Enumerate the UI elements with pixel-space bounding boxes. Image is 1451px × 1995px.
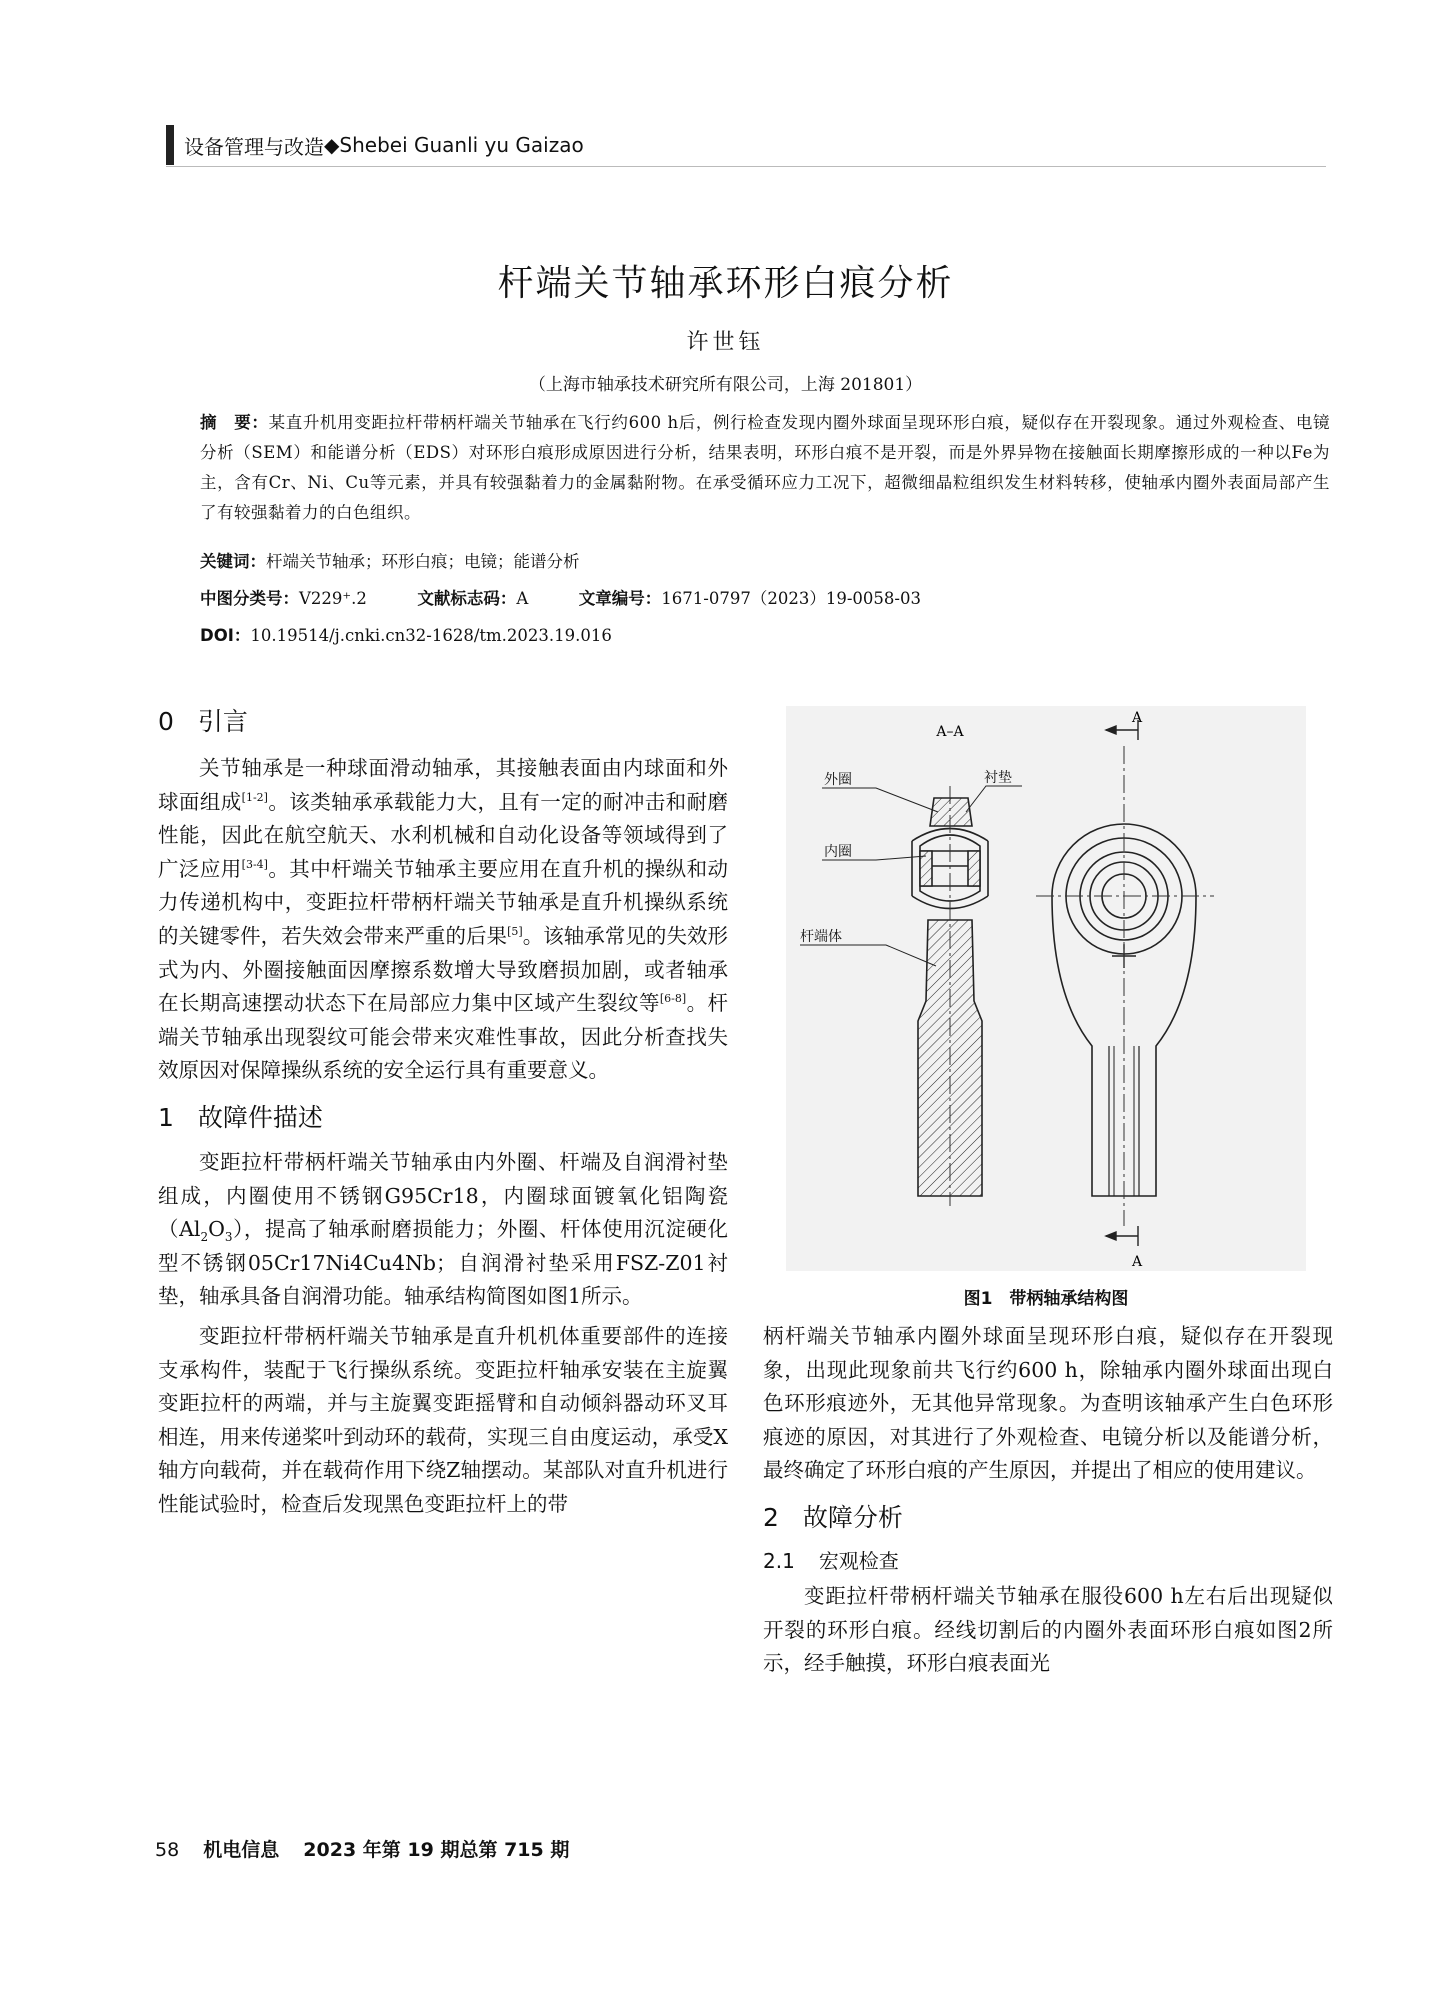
header-bar bbox=[166, 125, 174, 165]
s1-text-b: O bbox=[208, 1217, 225, 1242]
cut-label-top: A bbox=[1132, 710, 1143, 726]
section-1-paragraph-2-continued: 柄杆端关节轴承内圈外球面呈现环形白痕，疑似存在开裂现象，出现此现象前共飞行约600 h，除轴承内圈外球面出现白色环形痕迹外，无其他异常现象。为查明该轴承产生白色环形痕迹的原因，对其进行了外观检查、电镜分析以及能谱分析，最终确定了环形白痕的产生原因，并提出了相应的使用建议。 bbox=[763, 1324, 1333, 1483]
affiliation: （上海市轴承技术研究所有限公司，上海 201801） bbox=[528, 375, 923, 395]
section-1-paragraph-1 bbox=[158, 1146, 728, 1314]
intro-text-a: 关节轴承是一种球面滑动轴承，其接触表面由内球面和外球面组成 bbox=[158, 756, 728, 814]
journal-name-pinyin: Shebei Guanli yu Gaizao bbox=[339, 133, 584, 157]
section-label-aa: A–A bbox=[936, 724, 964, 740]
article-number-label: 文章编号： bbox=[578, 589, 662, 608]
abstract bbox=[200, 408, 1330, 528]
doc-code-value: A bbox=[516, 589, 529, 608]
section-2-1-paragraph: 变距拉杆带柄杆端关节轴承在服役600 h左右后出现疑似开裂的环形白痕。经线切割后的内圈外表面环形白痕如图2所示，经手触摸，环形白痕表面光 bbox=[763, 1583, 1333, 1676]
label-outer-ring: 外圈 bbox=[824, 772, 852, 788]
section-2-title: 故障分析 bbox=[802, 1502, 903, 1532]
section-1-number: 1 bbox=[158, 1102, 174, 1132]
keywords bbox=[200, 548, 580, 572]
cut-label-bottom: A bbox=[1132, 1254, 1143, 1270]
section-0-heading bbox=[158, 698, 728, 746]
section-2-number: 2 bbox=[763, 1502, 779, 1532]
doi-value: 10.19514/j.cnki.cn32-1628/tm.2023.19.016 bbox=[250, 626, 612, 645]
abstract-label: 摘 要： bbox=[200, 413, 269, 432]
section-1-paragraph-2: 变距拉杆带柄杆端关节轴承是直升机机体重要部件的连接支承构件，装配于飞行操纵系统。变距拉杆轴承安装在主旋翼变距拉杆的两端，并与主旋翼变距摇臂和自动倾斜器动环叉耳相连，用来传递桨叶到动环的载荷，实现三自由度运动，承受X轴方向载荷，并在载荷作用下绕Z轴摆动。某部队对直升机进行性能试验时，检查后发现黑色变距拉杆上的带 bbox=[158, 1323, 728, 1516]
intro-text-e: 。杆端关节轴承出现裂纹可能会带来灾难性事故，因此分析查找失效原因对保障操纵系统的安全运行具有重要意义。 bbox=[158, 991, 729, 1083]
intro-text-c: 。其中杆端关节轴承主要应用在直升机的操纵和动力传递机构中，变距拉杆带柄杆端关节轴承是直升机操纵系统的关键零件，若失效会带来严重的后果 bbox=[158, 856, 729, 948]
ref-1-2: [1-2] bbox=[241, 790, 268, 804]
article-title: 杆端关节轴承环形白痕分析 bbox=[497, 263, 954, 304]
section-2-1-title: 宏观检查 bbox=[818, 1548, 899, 1573]
keywords-text: 杆端关节轴承；环形白痕；电镜；能谱分析 bbox=[266, 552, 580, 571]
article-number-value: 1671-0797（2023）19-0058-03 bbox=[661, 589, 921, 608]
s1-text-c: ），提高了轴承耐磨损能力；外圈、杆体使用沉淀硬化型不锈钢05Cr17Ni4Cu4Nb；自润滑衬垫采用FSZ-Z01衬垫，轴承具备自润滑功能。轴承结构简图如图1所示。 bbox=[158, 1217, 728, 1309]
running-header bbox=[166, 125, 584, 165]
footer-issue: 2023 年第 19 期总第 715 期 bbox=[303, 1839, 570, 1861]
doi-label: DOI： bbox=[200, 626, 251, 645]
section-2-heading bbox=[763, 1494, 1333, 1542]
label-inner-ring: 内圈 bbox=[824, 844, 852, 860]
abstract-text: 某直升机用变距拉杆带柄杆端关节轴承在飞行约600 h后，例行检查发现内圈外球面呈现环形白痕，疑似存在开裂现象。通过外观检查、电镜分析（SEM）和能谱分析（EDS）对环形白痕形成原因进行分析，结果表明，环形白痕不是开裂，而是外界异物在接触面长期摩擦形成的一种以Fe为主，含有Cr、Ni、Cu等元素，并具有较强黏着力的金属黏附物。在承受循环应力工况下，超微细晶粒组织发生材料转移，使轴承内圈外表面局部产生了有较强黏着力的白色组织。 bbox=[200, 413, 1330, 522]
page-number: 58 bbox=[155, 1839, 180, 1861]
label-shank: 杆端体 bbox=[800, 929, 842, 945]
section-1-heading bbox=[158, 1094, 728, 1142]
intro-paragraph bbox=[158, 752, 728, 1088]
clc-value: V229⁺.2 bbox=[299, 589, 367, 608]
s1-text-a: 变距拉杆带柄杆端关节轴承由内外圈、杆端及自润滑衬垫组成，内圈使用不锈钢G95Cr18，内圈球面镀氧化铝陶瓷（Al bbox=[158, 1149, 728, 1242]
s1-sub-2: 2 bbox=[200, 1230, 209, 1245]
left-column bbox=[158, 698, 728, 1521]
keywords-label: 关键词： bbox=[200, 552, 266, 571]
s1-sub-3: 3 bbox=[224, 1230, 233, 1245]
cutting-plane-markers bbox=[1106, 720, 1138, 1246]
doc-code-label: 文献标志码： bbox=[417, 589, 517, 608]
intro-text-b: 。该类轴承承载能力大，且有一定的耐冲击和耐磨性能，因此在航空航天、水利机械和自动化设备等领域得到了广泛应用 bbox=[158, 789, 729, 881]
classification bbox=[200, 585, 921, 609]
label-liner: 衬垫 bbox=[984, 770, 1012, 786]
section-2-1-number: 2.1 bbox=[763, 1548, 795, 1573]
section-0-title: 引言 bbox=[197, 707, 248, 736]
ref-3-4: [3-4] bbox=[241, 857, 268, 871]
doi bbox=[200, 622, 612, 646]
journal-name-cn: 设备管理与改造 bbox=[184, 134, 324, 159]
author: 许世钰 bbox=[686, 330, 765, 355]
outer-ring-top bbox=[930, 798, 972, 826]
figure-1 bbox=[786, 706, 1306, 1271]
bearing-structure-diagram bbox=[786, 706, 1306, 1271]
section-0-number: 0 bbox=[158, 707, 174, 736]
ref-6-8: [6-8] bbox=[659, 992, 687, 1006]
section-1-title: 故障件描述 bbox=[197, 1102, 323, 1132]
header-separator: ◆ bbox=[324, 133, 340, 157]
intro-text-d: 。该轴承常见的失效形式为内、外圈接触面因摩擦系数增大导致磨损加剧，或者轴承在长期高速摆动状态下在局部应力集中区域产生裂纹等 bbox=[158, 923, 729, 1016]
section-2-1-heading bbox=[763, 1542, 1333, 1580]
header-rule bbox=[166, 166, 1326, 167]
clc-label: 中图分类号： bbox=[200, 589, 299, 608]
figure-1-caption: 图1 带柄轴承结构图 bbox=[963, 1289, 1129, 1309]
right-column bbox=[763, 1320, 1333, 1681]
ref-5: [5] bbox=[507, 925, 523, 939]
page-footer bbox=[155, 1835, 569, 1862]
footer-journal: 机电信息 bbox=[203, 1839, 280, 1861]
